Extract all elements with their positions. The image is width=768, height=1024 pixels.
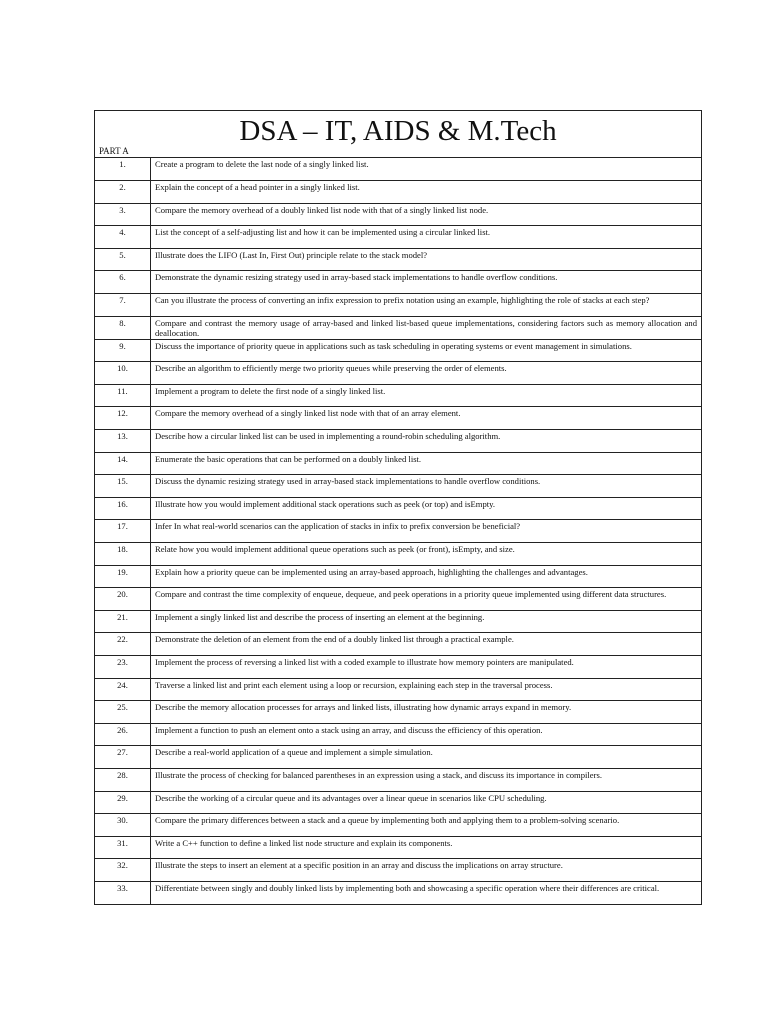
question-number: 11.: [95, 384, 151, 407]
question-text: Illustrate the steps to insert an element at a specific position in an array and discuss the implications on array structure.: [151, 859, 702, 882]
question-text: Describe a real-world application of a queue and implement a simple simulation.: [151, 746, 702, 769]
question-text: Discuss the importance of priority queue in applications such as task scheduling in operating systems or event management in simulations.: [151, 339, 702, 362]
questions-body: [95, 158, 701, 904]
questions-table: [95, 158, 701, 904]
question-number: 7.: [95, 294, 151, 317]
question-text: Differentiate between singly and doubly linked lists by implementing both and showcasing a specific operation where their differences are critical.: [151, 881, 702, 904]
question-row: [95, 633, 701, 656]
question-row: [95, 655, 701, 678]
question-text: Can you illustrate the process of converting an infix expression to prefix notation using an example, highlighting the role of stacks at each step?: [151, 294, 702, 317]
question-number: 30.: [95, 814, 151, 837]
question-number: 32.: [95, 859, 151, 882]
question-number: 29.: [95, 791, 151, 814]
question-number: 25.: [95, 701, 151, 724]
question-text: Explain the concept of a head pointer in a singly linked list.: [151, 181, 702, 204]
question-row: [95, 723, 701, 746]
question-row: [95, 678, 701, 701]
question-number: 31.: [95, 836, 151, 859]
question-text: Write a C++ function to define a linked list node structure and explain its components.: [151, 836, 702, 859]
question-row: [95, 791, 701, 814]
question-text: Demonstrate the dynamic resizing strategy used in array-based stack implementations to handle overflow conditions.: [151, 271, 702, 294]
question-text: Explain how a priority queue can be implemented using an array-based approach, highlighting the challenges and advantages.: [151, 565, 702, 588]
question-text: Implement a singly linked list and describe the process of inserting an element at the beginning.: [151, 610, 702, 633]
question-row: [95, 588, 701, 611]
question-row: [95, 181, 701, 204]
question-text: Create a program to delete the last node of a singly linked list.: [155, 159, 369, 169]
question-number: 33.: [95, 881, 151, 904]
question-row: [95, 203, 701, 226]
question-row: [95, 271, 701, 294]
question-number: 18.: [95, 543, 151, 566]
question-text: List the concept of a self-adjusting list and how it can be implemented using a circular linked list.: [151, 226, 702, 249]
question-number: 9.: [95, 339, 151, 362]
question-row: [95, 226, 701, 249]
question-text: Implement a function to push an element onto a stack using an array, and discuss the efficiency of this operation.: [151, 723, 702, 746]
question-row: [95, 294, 701, 317]
question-sheet: [94, 110, 702, 905]
question-text: Compare the memory overhead of a doubly linked list node with that of a singly linked list node.: [151, 203, 702, 226]
question-row: [95, 384, 701, 407]
question-number: 6.: [95, 271, 151, 294]
question-number: 27.: [95, 746, 151, 769]
question-text: Describe how a circular linked list can be used in implementing a round-robin scheduling algorithm.: [151, 430, 702, 453]
question-row: [95, 565, 701, 588]
header-row: [95, 111, 701, 158]
question-row: [95, 881, 701, 904]
question-number: 2.: [95, 181, 151, 204]
question-row: [95, 814, 701, 837]
question-number: 5.: [95, 248, 151, 271]
question-text: Relate how you would implement additional queue operations such as peek (or front), isEmpty, and size.: [151, 543, 702, 566]
question-row: [95, 701, 701, 724]
question-text: Infer In what real-world scenarios can the application of stacks in infix to prefix conversion be beneficial?: [151, 520, 702, 543]
question-text: Describe an algorithm to efficiently merge two priority queues while preserving the order of elements.: [151, 362, 702, 385]
question-text: Traverse a linked list and print each element using a loop or recursion, explaining each step in the traversal process.: [151, 678, 702, 701]
question-text: Compare the primary differences between a stack and a queue by implementing both and applying them to a problem-solving scenario.: [151, 814, 702, 837]
question-number: 21.: [95, 610, 151, 633]
question-number: 12.: [95, 407, 151, 430]
question-row: [95, 248, 701, 271]
question-number: 28.: [95, 768, 151, 791]
question-row: [95, 362, 701, 385]
question-row: [95, 768, 701, 791]
question-text: Describe the memory allocation processes for arrays and linked lists, illustrating how dynamic arrays expand in memory.: [151, 701, 702, 724]
question-number: 24.: [95, 678, 151, 701]
question-row: [95, 452, 701, 475]
question-row: [95, 339, 701, 362]
question-text: Discuss the dynamic resizing strategy used in array-based stack implementations to handle overflow conditions.: [151, 475, 702, 498]
question-row: [95, 158, 701, 181]
question-row: [95, 836, 701, 859]
question-number: 23.: [95, 655, 151, 678]
question-row: [95, 497, 701, 520]
question-number: 26.: [95, 723, 151, 746]
question-row: [95, 543, 701, 566]
question-number: 3.: [95, 203, 151, 226]
question-number: 22.: [95, 633, 151, 656]
question-number: 16.: [95, 497, 151, 520]
question-text: Describe the working of a circular queue and its advantages over a linear queue in scenarios like CPU scheduling.: [151, 791, 702, 814]
question-number: 8.: [95, 316, 151, 339]
question-text: Enumerate the basic operations that can be performed on a doubly linked list.: [151, 452, 702, 475]
question-number: 14.: [95, 452, 151, 475]
question-number: 20.: [95, 588, 151, 611]
question-row: [95, 746, 701, 769]
question-number: 4.: [95, 226, 151, 249]
question-row: [95, 407, 701, 430]
question-number: 19.: [95, 565, 151, 588]
question-number: 17.: [95, 520, 151, 543]
question-row: [95, 520, 701, 543]
question-text: Illustrate how you would implement additional stack operations such as peek (or top) and isEmpty.: [151, 497, 702, 520]
question-row: [95, 316, 701, 339]
question-text: Illustrate the process of checking for balanced parentheses in an expression using a stack, and discuss its importance in compilers.: [151, 768, 702, 791]
question-text: Compare the memory overhead of a singly linked list node with that of an array element.: [151, 407, 702, 430]
question-number: 13.: [95, 430, 151, 453]
question-text: Compare and contrast the time complexity of enqueue, dequeue, and peek operations in a priority queue implemented using different data structures.: [151, 588, 702, 611]
question-text: Implement a program to delete the first node of a singly linked list.: [151, 384, 702, 407]
question-number: 1.: [95, 158, 151, 181]
question-number: 10.: [95, 362, 151, 385]
question-text: Illustrate does the LIFO (Last In, First Out) principle relate to the stack model?: [151, 248, 702, 271]
page-title: DSA – IT, AIDS & M.Tech: [239, 115, 557, 147]
question-row: [95, 430, 701, 453]
question-number: 15.: [95, 475, 151, 498]
question-row: [95, 475, 701, 498]
question-text: Implement the process of reversing a linked list with a coded example to illustrate how memory pointers are manipulated.: [151, 655, 702, 678]
question-row: [95, 610, 701, 633]
question-row: [95, 859, 701, 882]
question-text: Compare and contrast the memory usage of array-based and linked list-based queue implementations, considering factors such as memory allocation and deallocation.: [151, 316, 702, 339]
part-label: PART A: [99, 146, 129, 156]
question-text: Demonstrate the deletion of an element from the end of a doubly linked list through a practical example.: [151, 633, 702, 656]
